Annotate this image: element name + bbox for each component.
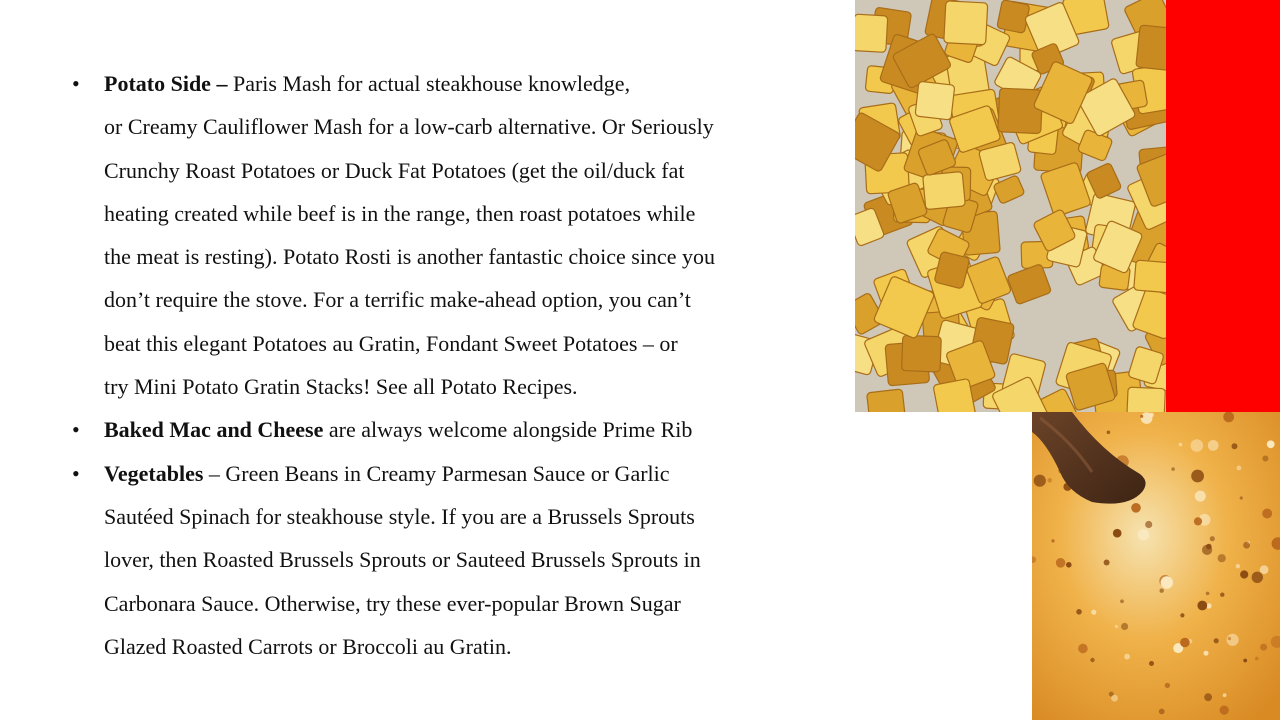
- cheese-spot: [1252, 572, 1263, 583]
- cheese-spot: [1218, 554, 1226, 562]
- cheese-spot: [1260, 565, 1269, 574]
- cheese-spot: [1121, 623, 1128, 630]
- cheese-spot: [1034, 475, 1046, 487]
- bullet-dot: •: [72, 417, 80, 443]
- cheese-spot: [1210, 536, 1215, 541]
- cheese-spot: [1260, 644, 1267, 651]
- cheese-spot: [1204, 651, 1209, 656]
- cheese-spot: [1262, 456, 1268, 462]
- bullet-vegetables: [72, 452, 792, 668]
- bullet-potato-side: [72, 62, 792, 408]
- cheese-spot: [1124, 654, 1130, 660]
- cheese-spot: [1204, 693, 1212, 701]
- cheese-spot: [1243, 542, 1250, 549]
- cheese-spot: [1180, 638, 1190, 648]
- cheese-spot: [1208, 440, 1219, 451]
- bullet-line: or Creamy Cauliflower Mash for a low-carb alternative. Or Seriously: [104, 114, 714, 140]
- bullet-title: Baked Mac and Cheese: [104, 417, 324, 443]
- cheese-spot: [1194, 517, 1202, 525]
- bullet-line: Glazed Roasted Carrots or Broccoli au Gratin.: [104, 633, 512, 659]
- mac-and-cheese-photo: [1032, 412, 1280, 720]
- cheese-spot: [1076, 609, 1082, 615]
- cheese-spot: [1159, 709, 1165, 715]
- cheese-spot: [1140, 415, 1143, 418]
- cheese-spot: [1165, 683, 1170, 688]
- cheese-spot: [1262, 509, 1272, 519]
- roasted-potatoes-image: [855, 0, 1167, 412]
- potato-cube: [998, 88, 1043, 134]
- cheese-spot: [1113, 529, 1122, 538]
- bullet-mac-and-cheese: [72, 408, 792, 451]
- cheese-spot: [1056, 558, 1066, 568]
- cheese-spot: [1149, 661, 1154, 666]
- bullet-line: [104, 62, 792, 105]
- cheese-spot: [1255, 657, 1259, 661]
- bullet-line: [104, 452, 792, 495]
- bullet-line: try Mini Potato Gratin Stacks! See all Potato Recipes.: [104, 374, 578, 400]
- bullet-line: the meat is resting). Potato Rosti is another fantastic choice since you: [104, 244, 715, 270]
- cheese-spot: [1214, 638, 1219, 643]
- cheese-spot: [1138, 529, 1149, 540]
- bullet-title: Vegetables: [104, 460, 204, 486]
- cheese-spot: [1160, 589, 1164, 593]
- bullet-line: [104, 408, 792, 451]
- cheese-spot: [1206, 544, 1212, 550]
- cheese-spot: [1195, 491, 1206, 502]
- cheese-spot: [1111, 695, 1118, 702]
- cheese-spot: [1243, 659, 1247, 663]
- potato-cube: [944, 1, 988, 45]
- cheese-spot: [1197, 601, 1207, 611]
- bullet-line: Sautéed Spinach for steakhouse style. If you are a Brussels Sprouts: [104, 503, 695, 529]
- potato-cube: [1127, 387, 1166, 412]
- bullet-list: [72, 62, 792, 668]
- potato-cube: [901, 335, 941, 372]
- cheese-spot: [1107, 431, 1111, 435]
- bullet-dot: •: [72, 71, 80, 96]
- cheese-spot: [1220, 706, 1229, 715]
- cheese-spot: [1149, 413, 1154, 418]
- cheese-spot: [1180, 613, 1184, 617]
- cheese-spot: [1120, 599, 1124, 603]
- red-accent-block: [1166, 0, 1280, 412]
- cheese-spot: [1220, 593, 1224, 597]
- cheese-spot: [1047, 478, 1052, 483]
- cheese-spot: [1223, 693, 1227, 697]
- cheese-spot: [1179, 443, 1183, 447]
- cheese-spot: [1240, 496, 1243, 499]
- mac-and-cheese-image: [1032, 412, 1280, 720]
- cheese-spot: [1161, 576, 1173, 588]
- cheese-spot: [1066, 562, 1072, 568]
- cheese-spot: [1228, 637, 1231, 640]
- cheese-spot: [1115, 625, 1118, 628]
- potato-cube: [933, 378, 976, 412]
- potato-cube: [923, 172, 966, 210]
- bullet-title: Potato Side –: [104, 71, 233, 96]
- cheese-spot: [1145, 521, 1152, 528]
- cheese-spot: [1223, 412, 1234, 422]
- cheese-spot: [1051, 539, 1054, 542]
- cheese-spot: [1237, 466, 1242, 471]
- cheese-spot: [1171, 467, 1175, 471]
- potato-cube: [1134, 260, 1167, 293]
- bullet-text: are always welcome alongside Prime Rib: [323, 417, 693, 443]
- bullet-dot: •: [72, 460, 80, 486]
- cheese-spot: [1267, 440, 1275, 448]
- cheese-spot: [1090, 658, 1094, 662]
- potato-cube: [855, 14, 888, 52]
- bullet-line: Carbonara Sauce. Otherwise, try these ever-popular Brown Sugar: [104, 590, 681, 616]
- cheese-spot: [1104, 560, 1110, 566]
- bullet-text: Paris Mash for actual steakhouse knowledge,: [232, 71, 631, 96]
- bullet-line: don’t require the stove. For a terrific make-ahead option, you can’t: [104, 287, 691, 313]
- bullet-line: heating created while beef is in the range, then roast potatoes while: [104, 200, 696, 226]
- bullet-text: – Green Beans in Creamy Parmesan Sauce or Garlic: [203, 460, 670, 486]
- cheese-spot: [1240, 570, 1248, 578]
- bullet-line: lover, then Roasted Brussels Sprouts or Sauteed Brussels Sprouts in: [104, 547, 701, 573]
- cheese-spot: [1236, 564, 1240, 568]
- cheese-spot: [1232, 443, 1238, 449]
- cheese-spot: [1091, 610, 1096, 615]
- cheese-spot: [1078, 644, 1088, 654]
- roasted-potatoes-photo: [855, 0, 1167, 412]
- cheese-spot: [1206, 592, 1210, 596]
- cheese-spot: [1191, 470, 1204, 483]
- bullet-line: beat this elegant Potatoes au Gratin, Fondant Sweet Potatoes – or: [104, 330, 678, 356]
- potato-cube: [997, 0, 1030, 33]
- cheese-spot: [1131, 503, 1141, 513]
- cheese-spot: [1191, 439, 1204, 452]
- potato-cube: [1136, 25, 1167, 71]
- bullet-line: Crunchy Roast Potatoes or Duck Fat Potatoes (get the oil/duck fat: [104, 157, 685, 183]
- potato-cube: [867, 389, 907, 412]
- potato-cube: [915, 81, 955, 120]
